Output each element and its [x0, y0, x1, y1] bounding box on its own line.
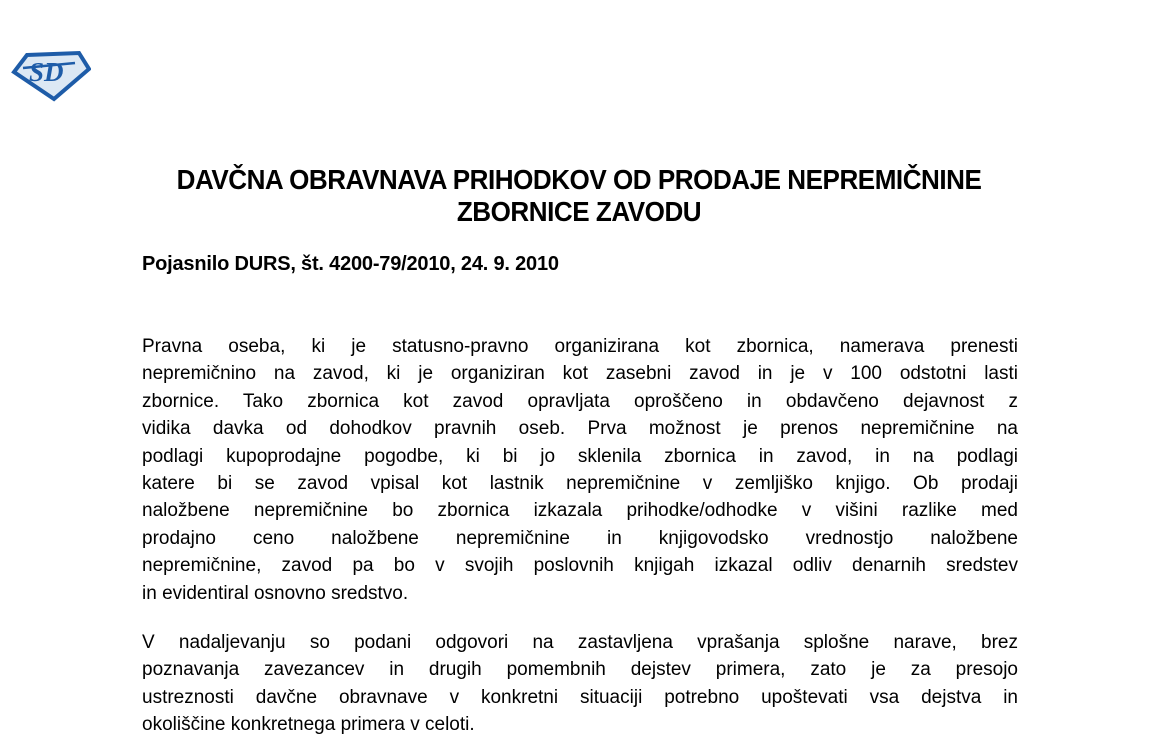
document-title: [141, 164, 1017, 228]
text-line: zbornice. Tako zbornica kot zavod opravljata oproščeno in obdavčeno dejavnost z: [142, 390, 1018, 412]
text-line: prodajno ceno naložbene nepremičnine in knjigovodsko vrednostjo naložbene: [142, 527, 1018, 549]
text-line: vidika davka od dohodkov pravnih oseb. Prva možnost je prenos nepremičnine na: [142, 418, 1018, 440]
text-line: katere bi se zavod vpisal kot lastnik nepremičnine v zemljiško knjigo. Ob prodaji: [142, 473, 1018, 495]
text-line: podlagi kupoprodajne pogodbe, ki bi jo sklenila zbornica in zavod, in na podlagi: [142, 445, 1018, 467]
title-line-1: DAVČNA OBRAVNAVA PRIHODKOV OD PRODAJE NEPREMIČNINE: [176, 164, 982, 195]
logo-letters: SD: [29, 57, 64, 87]
text-line: Pravna oseba, ki je statusno-pravno organizirana kot zbornica, namerava prenesti: [142, 336, 1018, 357]
document-subtitle: Pojasnilo DURS, št. 4200-79/2010, 24. 9. 2010: [142, 253, 559, 275]
text-line: nepremičnine, zavod pa bo v svojih poslovnih knjigah izkazal odliv denarnih sredstev: [142, 555, 1018, 577]
text-line: in evidentiral osnovno sredstvo.: [142, 582, 409, 604]
text-line: ustreznosti davčne obravnave v konkretni situaciji potrebno upoštevati vsa dejstva in: [142, 686, 1018, 708]
text-line: naložbene nepremičnine bo zbornica izkazala prihodke/odhodke v višini razlike med: [142, 500, 1018, 522]
sd-diamond-logo: [9, 50, 91, 102]
title-line-2: ZBORNICE ZAVODU: [456, 196, 702, 227]
body-paragraph-2: [142, 629, 1018, 739]
text-line: okoliščine konkretnega primera v celoti.: [142, 714, 475, 736]
text-line: poznavanja zavezancev in drugih pomembnih dejstev primera, zato je za presojo: [142, 659, 1018, 681]
text-line: nepremičnino na zavod, ki je organiziran kot zasebni zavod in je v 100 odstotni lasti: [142, 363, 1018, 385]
body-paragraph-1: [142, 333, 1018, 607]
text-line: V nadaljevanju so podani odgovori na zastavljena vprašanja splošne narave, brez: [142, 632, 1018, 653]
